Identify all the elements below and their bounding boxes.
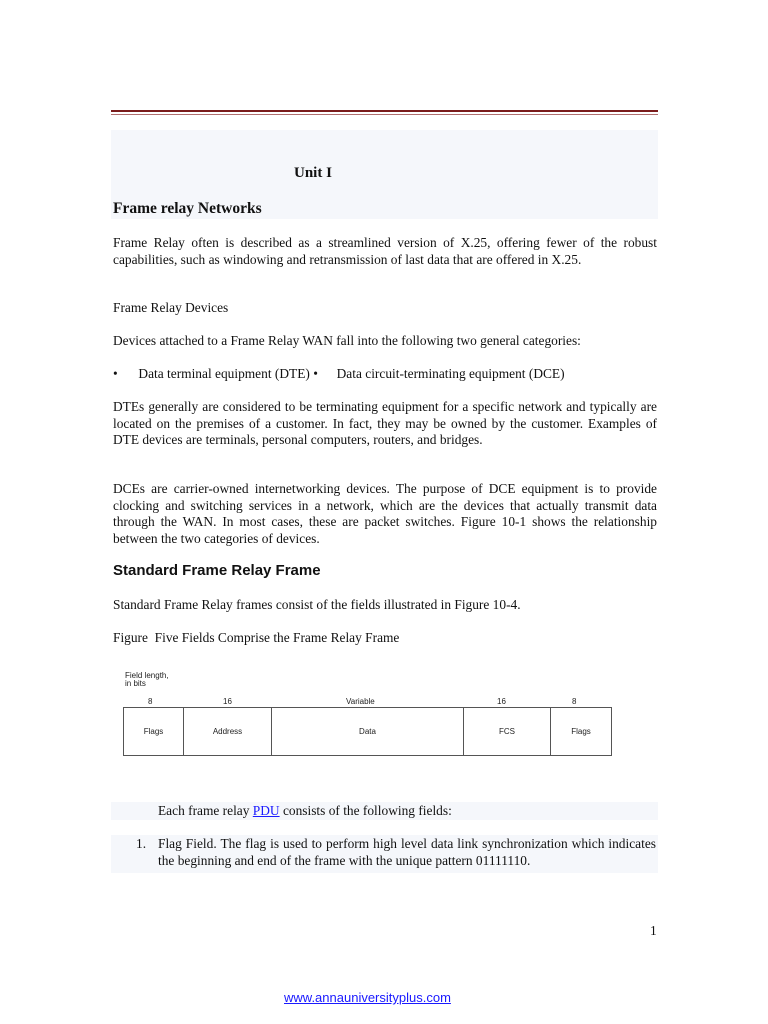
list-number: 1.: [136, 836, 147, 851]
section-title: Frame relay Networks: [113, 200, 262, 217]
intro-paragraph: Frame Relay often is described as a streamlined version of X.25, offering fewer of the robust capabilities, such as windowing and retransmission of last data that are offered in X.25.: [113, 235, 657, 267]
standard-frame-heading: Standard Frame Relay Frame: [113, 562, 321, 579]
field-length-label-line2: in bits: [125, 679, 146, 688]
field-name: Data: [359, 727, 376, 736]
field-length-data: Variable: [346, 697, 375, 706]
figure-caption: Figure Five Fields Comprise the Frame Relay Frame: [113, 630, 400, 645]
header-rule-thin: [111, 114, 658, 115]
bullet: •: [313, 366, 318, 381]
frame-diagram: [123, 707, 612, 756]
field-length-fcs: 16: [497, 697, 506, 706]
field-flags: [124, 708, 184, 755]
dce-paragraph: DCEs are carrier-owned internetworking devices. The purpose of DCE equipment is to provide clocking and switching services in a network, which are the devices that actually transmit data through the WAN. In most cases, these are packet switches. Figure 10-1 shows the relationship between the two categories of devices.: [113, 481, 657, 546]
field-length-address: 16: [223, 697, 232, 706]
field-fcs: [464, 708, 551, 755]
field-flags-end: [551, 708, 611, 755]
field-name: Address: [212, 727, 243, 736]
field-length-flags: 8: [148, 697, 153, 706]
dte-paragraph: DTEs generally are considered to be terminating equipment for a specific network and typically are located on the premises of a customer. In fact, they may be owned by the customer. Examples of DTE devices are terminals, personal computers, routers, and bridges.: [113, 399, 657, 447]
unit-title: Unit I: [294, 165, 332, 181]
devices-heading: Frame Relay Devices: [113, 300, 229, 315]
list-item-flag-field: Flag Field. The flag is used to perform high level data link synchronization which indicates the beginning and end of the frame with the unique pattern 01111110.: [158, 836, 656, 868]
category-dce: Data circuit-terminating equipment (DCE): [336, 366, 565, 381]
field-length-label-line1: Field length,: [125, 671, 169, 680]
field-name: FCS: [499, 727, 515, 736]
standard-frame-paragraph: Standard Frame Relay frames consist of the fields illustrated in Figure 10-4.: [113, 597, 521, 612]
bullet: •: [113, 366, 118, 381]
device-categories-line: [113, 366, 673, 383]
footer-url-link[interactable]: www.annauniversityplus.com: [284, 990, 451, 1005]
pdu-line-before: Each frame relay: [158, 803, 253, 818]
devices-intro: Devices attached to a Frame Relay WAN fall into the following two general categories:: [113, 333, 581, 348]
page-number: 1: [650, 923, 657, 938]
field-name: Flags: [143, 727, 164, 736]
field-data: [272, 708, 464, 755]
header-rule: [111, 110, 658, 112]
field-address: [184, 708, 272, 755]
pdu-line-after: consists of the following fields:: [279, 803, 452, 818]
pdu-line: [158, 803, 452, 820]
field-name: Flags: [571, 727, 591, 736]
field-length-label: [125, 672, 169, 688]
category-dte: Data terminal equipment (DTE): [138, 366, 310, 381]
field-length-flags-end: 8: [572, 697, 577, 706]
pdu-link[interactable]: PDU: [252, 803, 280, 818]
